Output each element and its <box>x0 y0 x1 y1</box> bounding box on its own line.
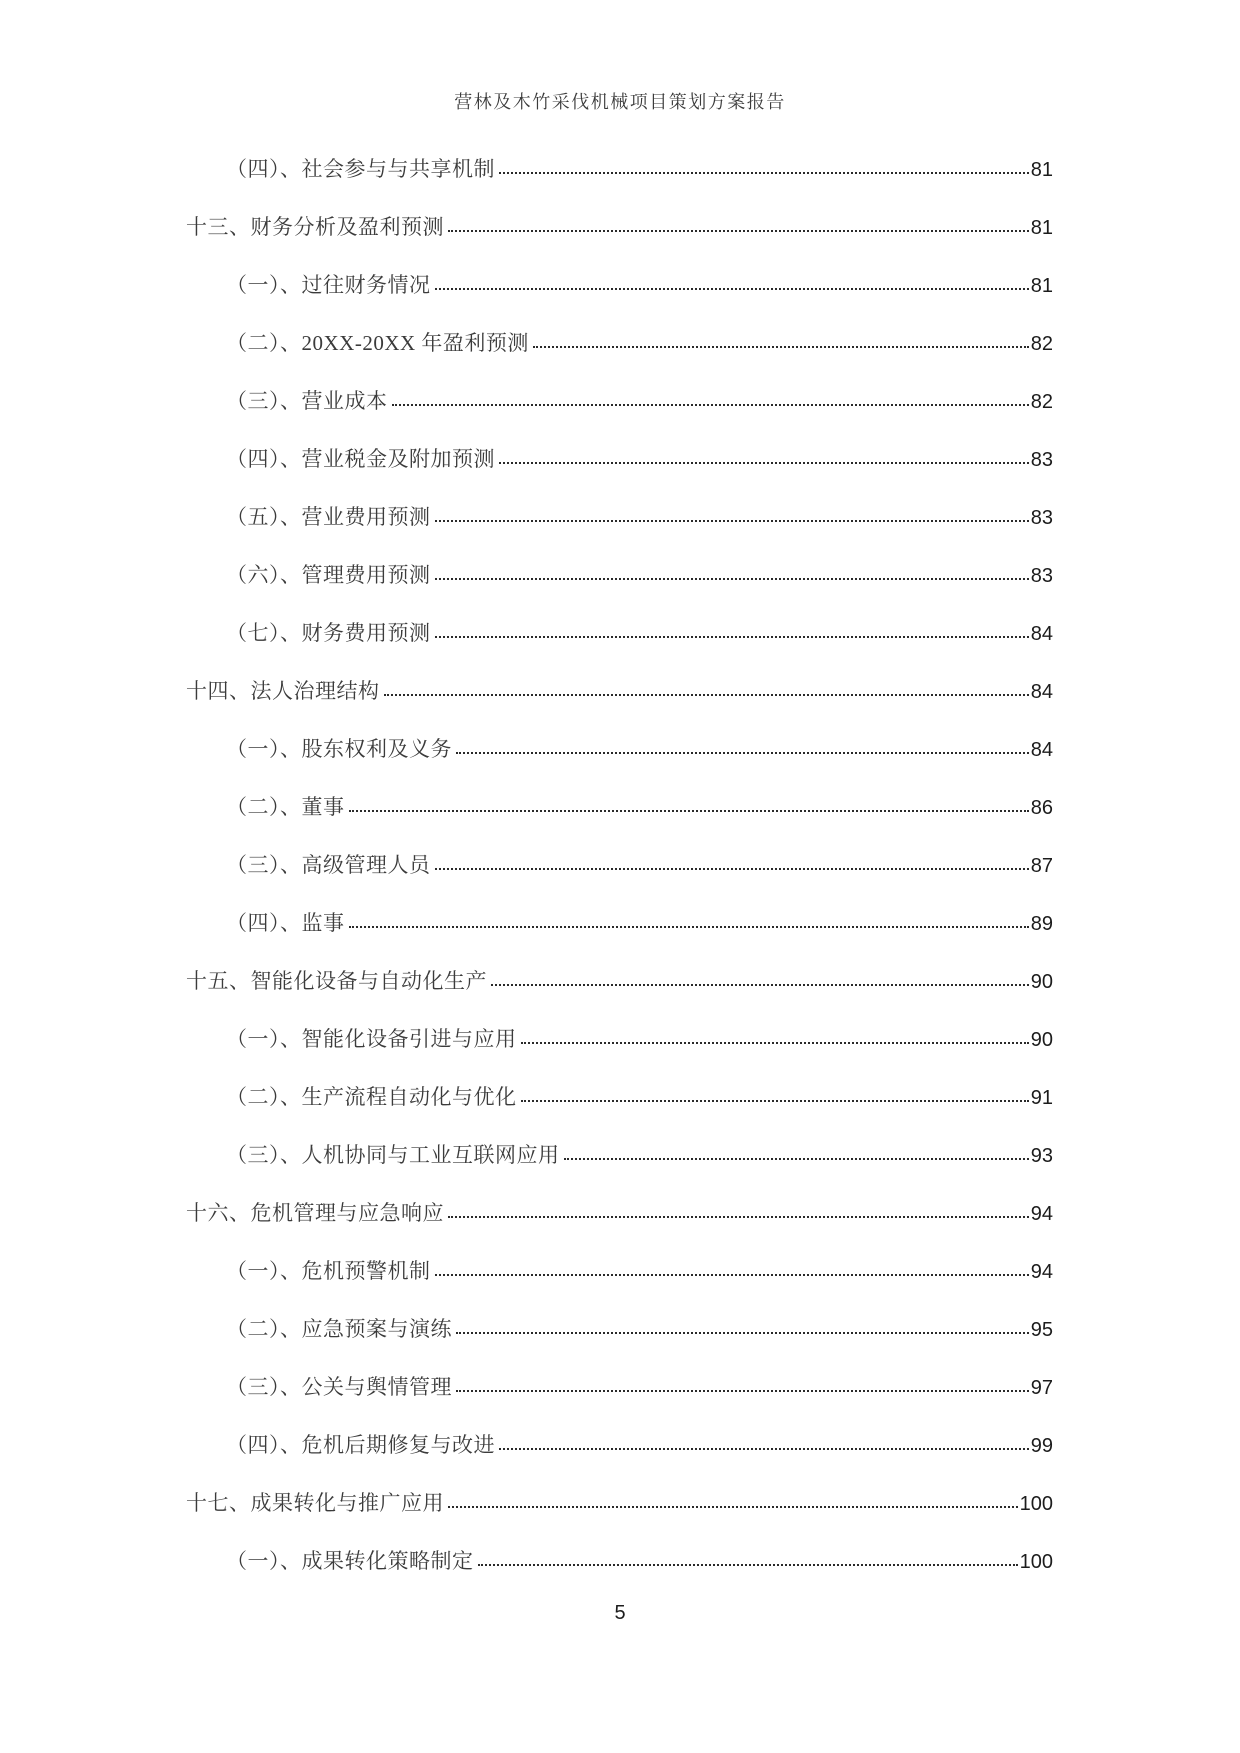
toc-dot-leader <box>435 520 1029 522</box>
toc-entry-page-number: 86 <box>1030 797 1053 819</box>
toc-entry[interactable] <box>186 1011 1053 1069</box>
toc-entry[interactable] <box>186 199 1053 257</box>
toc-entry-label: （二）、20XX-20XX 年盈利预测 <box>226 331 529 355</box>
toc-entry-label: （一）、危机预警机制 <box>226 1259 431 1283</box>
toc-dot-leader <box>456 752 1029 754</box>
toc-entry-page-number: 87 <box>1030 855 1053 877</box>
toc-entry-label: （一）、成果转化策略制定 <box>226 1549 474 1573</box>
toc-entry-page-number: 100 <box>1019 1551 1053 1573</box>
toc-entry-label: （四）、营业税金及附加预测 <box>226 447 495 471</box>
toc-entry-page-number: 99 <box>1030 1435 1053 1457</box>
toc-entry-page-number: 81 <box>1030 159 1053 181</box>
toc-entry[interactable] <box>186 663 1053 721</box>
toc-dot-leader <box>448 1216 1029 1218</box>
toc-entry-label: （四）、监事 <box>226 911 345 935</box>
toc-entry-label: （四）、社会参与与共享机制 <box>226 157 495 181</box>
toc-entry-page-number: 93 <box>1030 1145 1053 1167</box>
document-header <box>0 88 1240 114</box>
toc-dot-leader <box>435 578 1029 580</box>
toc-dot-leader <box>435 636 1029 638</box>
toc-dot-leader <box>521 1042 1029 1044</box>
toc-entry-label: （三）、人机协同与工业互联网应用 <box>226 1143 560 1167</box>
toc-entry-label: （一）、智能化设备引进与应用 <box>226 1027 517 1051</box>
toc-dot-leader <box>521 1100 1029 1102</box>
toc-entry-label: （四）、危机后期修复与改进 <box>226 1433 495 1457</box>
toc-dot-leader <box>384 694 1029 696</box>
toc-entry[interactable] <box>186 1417 1053 1475</box>
toc-entry-page-number: 94 <box>1030 1203 1053 1225</box>
document-title: 营林及木竹采伐机械项目策划方案报告 <box>454 92 786 112</box>
toc-entry-label: （三）、营业成本 <box>226 389 388 413</box>
toc-entry[interactable] <box>186 1243 1053 1301</box>
toc-entry-page-number: 94 <box>1030 1261 1053 1283</box>
toc-entry-page-number: 82 <box>1030 391 1053 413</box>
toc-dot-leader <box>478 1564 1018 1566</box>
toc-entry[interactable] <box>186 141 1053 199</box>
toc-dot-leader <box>491 984 1029 986</box>
toc-dot-leader <box>456 1390 1029 1392</box>
toc-entry-label: （六）、管理费用预测 <box>226 563 431 587</box>
document-footer <box>0 1602 1240 1625</box>
toc-dot-leader <box>435 1274 1029 1276</box>
toc-entry[interactable] <box>186 895 1053 953</box>
toc-dot-leader <box>435 868 1029 870</box>
toc-entry-label: （五）、营业费用预测 <box>226 505 431 529</box>
toc-dot-leader <box>448 1506 1018 1508</box>
toc-entry[interactable] <box>186 1069 1053 1127</box>
toc-entry-label: 十三、财务分析及盈利预测 <box>186 215 444 239</box>
toc-dot-leader <box>349 926 1029 928</box>
toc-entry-label: （三）、公关与舆情管理 <box>226 1375 452 1399</box>
toc-dot-leader <box>456 1332 1029 1334</box>
toc-entry[interactable] <box>186 315 1053 373</box>
toc-entry-label: 十七、成果转化与推广应用 <box>186 1491 444 1515</box>
toc-entry[interactable] <box>186 837 1053 895</box>
toc-entry[interactable] <box>186 1185 1053 1243</box>
toc-entry-page-number: 83 <box>1030 565 1053 587</box>
toc-entry-label: （七）、财务费用预测 <box>226 621 431 645</box>
toc-entry[interactable] <box>186 431 1053 489</box>
toc-dot-leader <box>448 230 1029 232</box>
toc-dot-leader <box>499 462 1029 464</box>
toc-dot-leader <box>499 1448 1029 1450</box>
toc-entry-label: 十六、危机管理与应急响应 <box>186 1201 444 1225</box>
toc-entry-page-number: 89 <box>1030 913 1053 935</box>
toc-entry-label: 十五、智能化设备与自动化生产 <box>186 969 487 993</box>
toc-entry[interactable] <box>186 1359 1053 1417</box>
toc-entry[interactable] <box>186 605 1053 663</box>
toc-entry-page-number: 83 <box>1030 449 1053 471</box>
toc-entry-page-number: 90 <box>1030 971 1053 993</box>
toc-entry-page-number: 81 <box>1030 217 1053 239</box>
toc-entry[interactable] <box>186 489 1053 547</box>
toc-entry-label: （二）、生产流程自动化与优化 <box>226 1085 517 1109</box>
toc-dot-leader <box>564 1158 1029 1160</box>
toc-entry-label: （二）、董事 <box>226 795 345 819</box>
toc-entry-page-number: 81 <box>1030 275 1053 297</box>
toc-entry-page-number: 90 <box>1030 1029 1053 1051</box>
toc-entry-page-number: 83 <box>1030 507 1053 529</box>
toc-entry-label: （一）、股东权利及义务 <box>226 737 452 761</box>
toc-entry-page-number: 84 <box>1030 739 1053 761</box>
toc-entry-page-number: 84 <box>1030 623 1053 645</box>
footer-page-number: 5 <box>614 1602 626 1624</box>
toc-entry[interactable] <box>186 547 1053 605</box>
toc-entry-page-number: 95 <box>1030 1319 1053 1341</box>
table-of-contents <box>186 141 1053 1591</box>
toc-dot-leader <box>349 810 1029 812</box>
toc-entry-label: （三）、高级管理人员 <box>226 853 431 877</box>
toc-entry-label: 十四、法人治理结构 <box>186 679 380 703</box>
toc-entry-page-number: 82 <box>1030 333 1053 355</box>
toc-dot-leader <box>435 288 1029 290</box>
toc-dot-leader <box>392 404 1029 406</box>
toc-entry-label: （二）、应急预案与演练 <box>226 1317 452 1341</box>
toc-entry[interactable] <box>186 373 1053 431</box>
toc-entry[interactable] <box>186 953 1053 1011</box>
toc-dot-leader <box>499 172 1029 174</box>
toc-entry[interactable] <box>186 721 1053 779</box>
toc-entry[interactable] <box>186 1127 1053 1185</box>
toc-entry[interactable] <box>186 779 1053 837</box>
toc-entry-page-number: 97 <box>1030 1377 1053 1399</box>
toc-entry[interactable] <box>186 257 1053 315</box>
toc-entry[interactable] <box>186 1475 1053 1533</box>
toc-entry[interactable] <box>186 1533 1053 1591</box>
toc-entry[interactable] <box>186 1301 1053 1359</box>
toc-entry-label: （一）、过往财务情况 <box>226 273 431 297</box>
toc-entry-page-number: 84 <box>1030 681 1053 703</box>
toc-entry-page-number: 100 <box>1019 1493 1053 1515</box>
toc-dot-leader <box>533 346 1029 348</box>
toc-entry-page-number: 91 <box>1030 1087 1053 1109</box>
